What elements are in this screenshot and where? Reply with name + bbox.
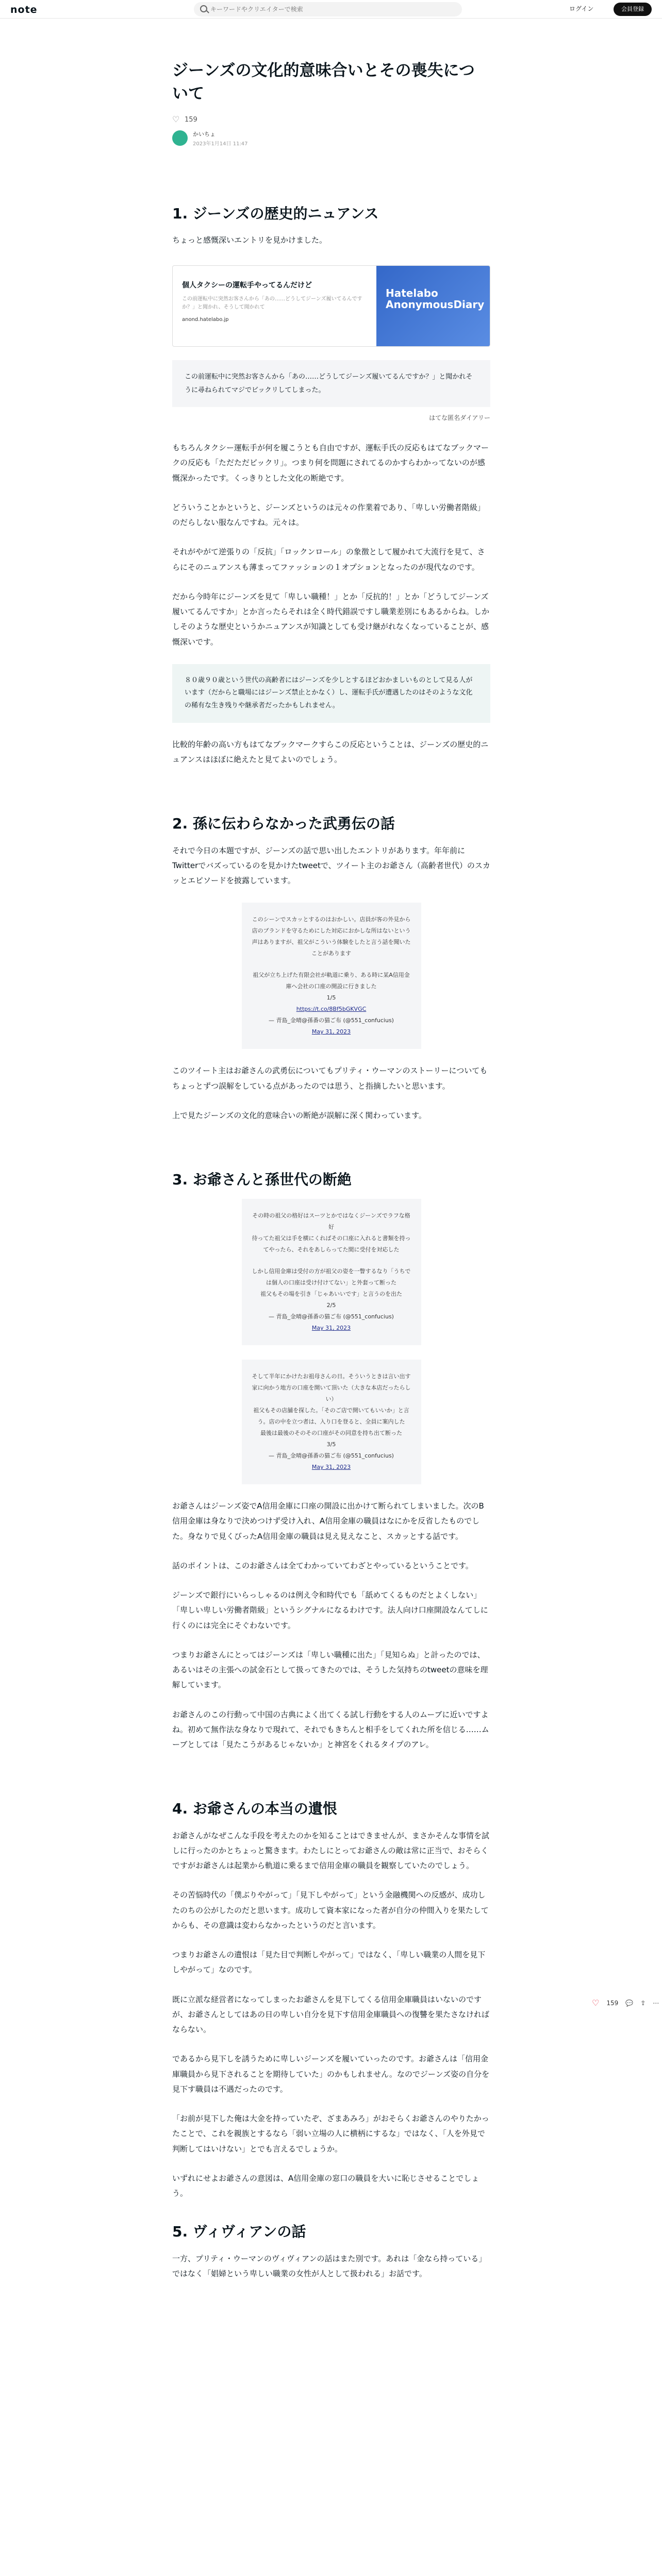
paragraph: 「お前が見下した俺は大金を持っていたぞ、ざまあみろ」がおそらくお爺さんのやりたかったことで、これを親族とするなら「弱い立場の人に横柄にするな」ではなく、「人を外見で判断してはいけない」とでも言えるでしょうか。 [172, 2114, 489, 2154]
tweet-text: そして半年にかけたお祖母さんの日。そういうときは言い出す家に向かう地方の口座を開いて頂いた（大きな本店だったらしい） [252, 1373, 411, 1403]
article [172, 59, 490, 2328]
paragraph: 一方、プリティ・ウーマンのヴィヴィアンの話はまた別です。あれは「金なら持っている」ではなく「娼婦という卑しい職業の女性が人として扱われる」お話です。 [172, 2253, 487, 2278]
paragraph: それで今日の本題ですが、ジーンズの話で思い出したエントリがあります。年年前にTwitterでバズっているのを見かけたtweetで、ツイート主のお爺さん（高齢者世代）のスカッとエピソードを披露しています。 [172, 845, 490, 885]
signup-button[interactable]: 会員登録 [614, 3, 652, 16]
comment-icon[interactable]: 💬 [625, 1999, 634, 2007]
section-5 [172, 2222, 490, 2281]
paragraph: どういうことかというと、ジーンズというのは元々の作業着であり、「卑しい労働者階級」のだらしない服なんですね。元々は。 [172, 502, 485, 527]
paragraph: つまりお爺さんの遺恨は「見た目で判断しやがって」ではなく、「卑しい職業の人間を見下しやがって」なのです。 [172, 1950, 486, 1975]
link-card[interactable] [172, 265, 490, 347]
paragraph: ちょっと感慨深いエントリを見かけました。 [172, 235, 327, 245]
tweet-text: その時の祖父の格好はスーツとかではなくジーンズでラフな格好 [252, 1212, 410, 1231]
like-row [172, 116, 490, 124]
paragraph: 比較的年齢の高い方もはてなブックマークすらこの反応ということは、ジーンズの歴史的ニュアンスはほぼに絶えたと見てよいのでしょう。 [172, 739, 489, 765]
search-input[interactable] [210, 5, 453, 14]
embedded-tweet[interactable] [242, 1360, 421, 1484]
share-icon[interactable]: ⇪ [640, 1999, 646, 2007]
tweet-text: しかし信用金庫は受付の方が祖父の姿を一瞥するなり「うちでは個人の口座は受け付けてない」と外套って断った [252, 1268, 411, 1286]
search-icon [200, 5, 207, 12]
tweet-author: — 青島_金晴@孫番の猫ご布 (@551_confucius) [269, 1313, 394, 1320]
blockquote: この前運転中に突然お客さんから「あの……どうしてジーンズ履いてるんですか？」と聞かれそうに尋ねられてマジでビックリしてしまった。 [172, 360, 490, 407]
paragraph: それがやがて逆張りの「反抗」「ロックンロール」の象徴として履かれて大流行を見て、さらにそのニュアンスも薄まってファッションの１オプションとなったのが現代なのです。 [172, 547, 485, 572]
tweet-text: 祖父もその場を引き「じゃあいいです」と言うのを出た [260, 1291, 402, 1298]
paragraph: このツイート主はお爺さんの武勇伝についてもプリティ・ウーマンのストーリーについてもちょっとずつ誤解をしている点があったのでは思う、と指摘したいと思います。 [172, 1066, 488, 1091]
tweet-author: — 青島_金晴@孫番の猫ご布 (@551_confucius) [269, 1452, 394, 1460]
tweet-date-link[interactable]: May 31, 2023 [311, 1325, 351, 1332]
avatar[interactable] [172, 130, 188, 146]
like-count: 159 [185, 115, 197, 124]
link-card-url: anond.hatelabo.jp [182, 317, 229, 323]
link-card-title: 個人タクシーの運転手やってるんだけど [182, 281, 312, 290]
paragraph: であるから見下しを誘うために卑しいジーンズを履いていったのです。お爺さんは「信用金庫職員から見下されることを期待していた」のかもしれません。なのでジーンズ姿の自分を見下す職員は不遇だったのです。 [172, 2054, 490, 2094]
author-name[interactable]: かいちょ [193, 130, 216, 138]
section-heading: 4. お爺さんの本当の遺恨 [172, 1800, 337, 1818]
section-3 [172, 1170, 490, 1752]
site-logo[interactable]: note [10, 4, 38, 15]
side-like-count: 159 [606, 1999, 619, 2007]
paragraph: 話のポイントは、このお爺さんは全てわかっていてわざとやっているということです。 [172, 1561, 473, 1570]
section-heading: 2. 孫に伝わらなかった武勇伝の話 [172, 815, 395, 833]
tweet-link[interactable]: https://t.co/8Bf5bGKVGC [296, 1006, 367, 1013]
heart-icon[interactable]: ♡ [172, 114, 180, 125]
paragraph: いずれにせよお爺さんの意図は、A信用金庫の窓口の職員を大いに恥じさせることでしょう。 [172, 2173, 479, 2198]
section-1 [172, 204, 490, 767]
paragraph: もちろんタクシー運転手が何を履こうとも自由ですが、運転手氏の反応もはてなブックマークの反応も「ただただビックリ」。つまり何を問題にされてるのかすらわかってないのが感慨深かったです。くっきりとした文化の断絶です。 [172, 443, 489, 483]
tweet-date-link[interactable]: May 31, 2023 [311, 1028, 351, 1036]
highlight-box: ８０歳９０歳という世代の高齢者にはジーンズを少しとするほどおかましいものとして見る人がいます（だからと職場にはジーンズ禁止とかなく）し、運転手氏が遭遇したのはそのような文化の稀有な生き残りや継承者だったかもしれません。 [172, 664, 490, 723]
paragraph: お爺さんはジーンズ姿でA信用金庫に口座の開設に出かけて断られてしまいました。次のB信用金庫は身なりで決めつけず受け入れ、A信用金庫の職員はなにかを反省したものでした。身なりで見くびったA信用金庫の職員は見え見えなこと、スカッとする話です。 [172, 1501, 484, 1541]
embedded-tweet[interactable] [242, 1199, 421, 1345]
section-heading: 5. ヴィヴィアンの話 [172, 2223, 306, 2241]
paragraph: 上で見たジーンズの文化的意味合いの断絶が誤解に深く関わっています。 [172, 1110, 426, 1120]
paragraph: だから今時年にジーンズを見て「卑しい職種！」とか「反抗的！」とか「どうしてジーンズ履いてるんですか」とか言ったらそれは全く時代錯誤ですし職業差別にもあるからね。しかしそのような歴史というかニュアンスが知識としても受け継がれなくなっていることが、感慨深いです。 [172, 591, 490, 647]
paragraph: ジーンズで銀行にいらっしゃるのは例え令和時代でも「舐めてくるものだとよくしない」「卑しい卑しい労働者階級」というシグナルになるわけです。法人向け口座開設なんてしに行くのには完全にそぐわないです。 [172, 1590, 488, 1630]
section-4 [172, 1799, 490, 2201]
tweet-text: 最後は最後のそのその口座がその同意を持ち出て断った [260, 1430, 402, 1437]
embedded-tweet[interactable] [242, 903, 421, 1049]
more-icon[interactable]: ⋯ [653, 1999, 659, 2007]
article-title: ジーンズの文化的意味合いとその喪失について [172, 61, 475, 103]
floating-action-bar [592, 1998, 659, 2008]
tweet-page: 2/5 [326, 1302, 336, 1309]
paragraph: お爺さんがなぜこんな手段を考えたのかを知ることはできませんが、まさかそんな事情を試しに行ったのかとちょっと驚きます。わたしにとってお爺さんの敵は常に正当で、おそらくですがお爺さんは起業から軌道に乗るまで信用金庫の職員を観察していたのでしょう。 [172, 1831, 490, 1871]
heart-icon[interactable]: ♡ [592, 1998, 600, 2008]
publish-date: 2023年1月14日 11:47 [193, 141, 248, 147]
top-navigation-bar [0, 0, 662, 19]
link-card-description: この前運転中に突然お客さんから「あの……どうしてジーンズ履いてるんですか？」と聞かれ、そうして聞かれて [182, 296, 362, 311]
quote-source[interactable]: はてな匿名ダイアリー [429, 414, 490, 421]
tweet-text: 待ってた祖父は手を横にくればその口座に入れると書類を持ってやったら、それをあしらってた間に受付を対応した [252, 1235, 411, 1253]
tweet-text: 祖父が立ち上げた有限会社が軌道に乗り、ある時に某A信用金庫へ会社の口座の開設に行きました [253, 972, 410, 990]
link-card-thumbnail: Hatelabo AnonymousDiary [376, 266, 490, 346]
tweet-date-link[interactable]: May 31, 2023 [311, 1464, 351, 1471]
paragraph: その苦悩時代の「僕ぶりやがって」「見下しやがって」という金融機関への反感が、成功したのちの公がしたのだと思います。成功して資本家になった者が自分の仲間入りを果たしてからも、その意識は変わらなかったというのだと言います。 [172, 1890, 489, 1930]
tweet-page: 3/5 [326, 1441, 336, 1448]
section-heading: 3. お爺さんと孫世代の断絶 [172, 1171, 352, 1188]
tweet-page: 1/5 [326, 994, 336, 1002]
paragraph: つまりお爺さんにとってはジーンズは「卑しい職種に出た」「見知らぬ」と計ったのでは、あるいはその主張への試金石として扱ってきたのでは、そうした気持ちのtweetの意味を理解しています。 [172, 1650, 488, 1690]
author-block [172, 130, 490, 147]
login-link[interactable]: ログイン [569, 5, 594, 12]
search-box[interactable] [194, 2, 462, 16]
paragraph: 既に立派な経営者になってしまったお爺さんを見下してくる信用金庫職員はいないのですが、お爺さんとしてはあの日の卑しい自分を見下す信用金庫職員への復讐を果たさなければならない。 [172, 1994, 490, 2035]
section-heading: 1. ジーンズの歴史的ニュアンス [172, 205, 379, 222]
paragraph: お爺さんのこの行動って中国の古典によく出てくる試し行動をする人のムーブに近いですよね。初めて無作法な身なりで現れて、それでもきちんと相手をしてくれた所を信じる……ムーブとしては「見たこうがあるじゃないか」と神宮をくれるタイプのアレ。 [172, 1709, 489, 1750]
tweet-text: このシーンでスカッとするのはおかしい。店員が客の外見から店のブランドを守るためにした対応におかしな所はないという声はありますが、祖父がこういう体験をしたと言う話を聞いたことがあります [252, 916, 411, 957]
tweet-author: — 青島_金晴@孫番の猫ご布 (@551_confucius) [269, 1017, 394, 1024]
section-2 [172, 814, 490, 1123]
tweet-text: 祖父もその店舗を探した。「そのご店で開いてもいいか」と言う。店の中を立つ者は、入り口を登ると、全員に案内した [253, 1407, 409, 1426]
